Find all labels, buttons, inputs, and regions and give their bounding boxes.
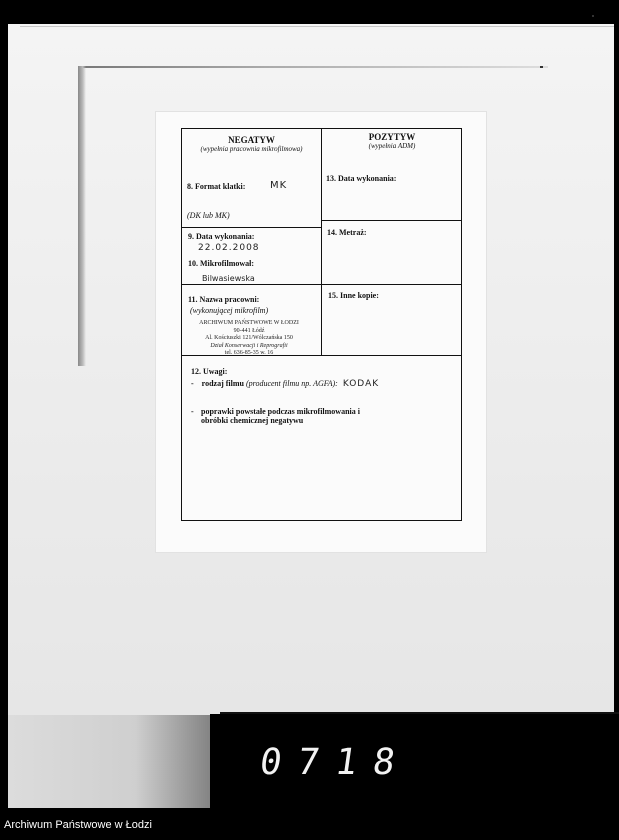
field-10-value: Bilwasiewska (202, 274, 255, 283)
shadow-frame-top (78, 66, 548, 68)
dust-speck (540, 66, 543, 68)
column-divider (321, 129, 322, 356)
archive-name: Archiwum Państwowe w Łodzi (4, 819, 152, 831)
uwagi-item-film-type (191, 379, 457, 389)
corrections-text: poprawki powstałe podczas mikrofilmowania i obróbki chemicznej negatywu (201, 407, 360, 426)
field-9-value: 22.02.2008 (198, 243, 260, 253)
field-8-value: MK (270, 180, 288, 191)
field-10-label: 10. Mikrofilmował: (188, 259, 255, 268)
sheet-edge-line (20, 26, 614, 27)
pozytyw-title: POZYTYW (368, 132, 416, 142)
field-9-label: 9. Data wykonania: (188, 232, 255, 241)
film-type-value: KODAK (342, 379, 380, 389)
stamp-line-5: tel. 636-85-35 w. 16 (224, 350, 274, 356)
pozytyw-subtitle: (wypełnia ADM) (368, 142, 416, 151)
shadow-frame-left (78, 66, 86, 366)
background-sheet-lower (8, 715, 220, 810)
stamp-line-1: ARCHIWUM PAŃSTWOWE W ŁODZI (199, 320, 299, 326)
field-8-hint: (DK lub MK) (187, 211, 230, 220)
field-8-label: 8. Format klatki: (187, 182, 246, 191)
dust-speck (592, 15, 594, 17)
film-type-hint: (producent filmu np. AGFA): (245, 379, 338, 388)
pozytyw-header (322, 132, 462, 150)
stamp-line-4: Dział Konserwacji i Reprografii (210, 342, 288, 349)
field-11-label: 11. Nazwa pracowni: (188, 295, 260, 304)
negatyw-subtitle: (wypełnia pracownia mikrofilmowa) (200, 145, 303, 154)
film-top-edge (0, 0, 619, 24)
bullet: - (191, 379, 194, 388)
uwagi-item-corrections (191, 407, 371, 425)
field-14-label: 14. Metraż: (327, 228, 367, 237)
bullet: - (191, 407, 194, 416)
row-divider-2 (182, 284, 462, 285)
field-12-label: 12. Uwagi: (191, 367, 228, 376)
row-divider-right-1 (321, 220, 462, 221)
archive-stamp (190, 320, 308, 358)
field-15-label: 15. Inne kopie: (328, 291, 379, 300)
field-13-label: 13. Data wykonania: (326, 174, 397, 183)
negatyw-title: NEGATYW (228, 135, 275, 145)
stamp-line-2: 90-441 Łódź (233, 327, 265, 334)
film-type-label: rodzaj filmu (201, 379, 244, 388)
footer-bar (0, 808, 619, 840)
stamp-line-3: Al. Kościuszki 121/Wólczańska 150 (205, 335, 293, 341)
microfilm-form-table (181, 128, 462, 521)
field-11-hint: (wykonującej mikrofilm) (190, 306, 269, 315)
frame-counter: 0718 (257, 742, 414, 783)
negatyw-header (182, 135, 321, 153)
row-divider-left-1 (182, 227, 321, 228)
